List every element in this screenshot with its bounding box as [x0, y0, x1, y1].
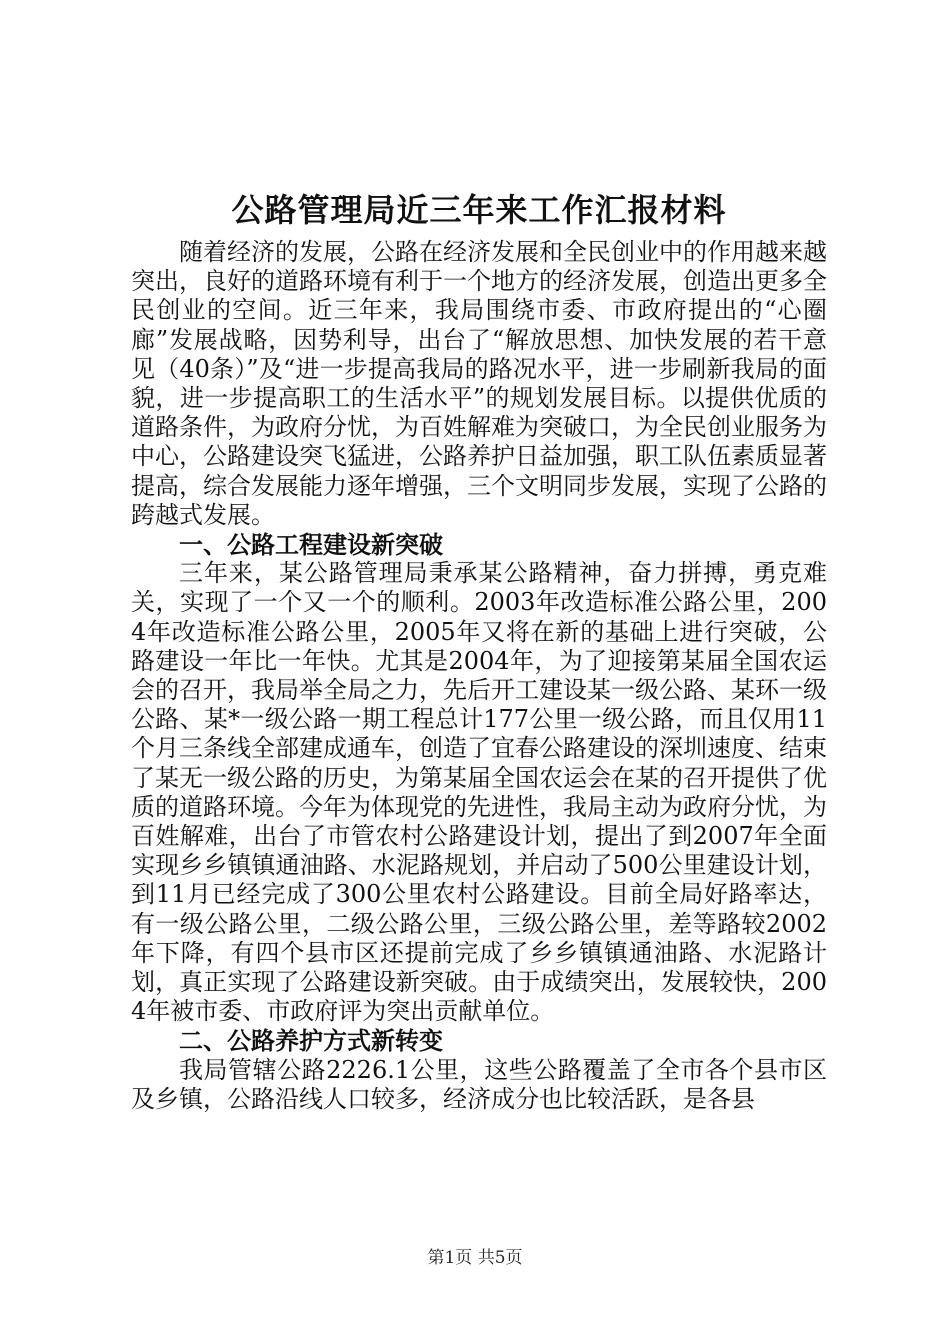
page-footer: 第1页 共5页 — [427, 1248, 523, 1268]
document-title: 公路管理局近三年来工作汇报材料 — [231, 191, 727, 229]
section-heading-1: 一、公路工程建设新突破 — [179, 530, 443, 560]
section-2-paragraph: 我局管辖公路2226.1公里，这些公路覆盖了全市各个县市区及乡镇，公路沿线人口较多，经济成分也比较活跃，是各县 — [131, 1055, 827, 1113]
section-1-paragraph: 三年来，某公路管理局秉承某公路精神，奋力拼搏，勇克难关，实现了一个又一个的顺利。2003年改造标准公路公里，2004年改造标准公路公里，2005年又将在新的基础上进行突破，公路建设一年比一年快。尤其是2004年，为了迎接第某届全国农运会的召开，我局举全局之力，先后开工建设某一级公路、某环一级公路、某*一级公路一期工程总计177公里一级公路，而且仅用11个月三条线全部建成通车，创造了宜春公路建设的深圳速度、结束了某无一级公路的历史，为第某届全国农运会在某的召开提供了优质的道路环境。今年为体现党的先进性，我局主动为政府分忧，为百姓解难，出台了市管农村公路建设计划，提出了到2007年全面实现乡乡镇镇通油路、水泥路规划，并启动了500公里建设计划，到11月已经完成了300公里农村公路建设。目前全局好路率达，有一级公路公里，二级公路公里，三级公路公里，差等路较2002年下降，有四个县市区还提前完成了乡乡镇镇通油路、水泥路计划，真正实现了公路建设新突破。由于成绩突出，发展较快，2004年被市委、市政府评为突出贡献单位。 — [131, 559, 827, 1026]
section-heading-2: 二、公路养护方式新转变 — [179, 1026, 443, 1056]
intro-paragraph: 随着经济的发展，公路在经济发展和全民创业中的作用越来越突出，良好的道路环境有利于一个地方的经济发展，创造出更多全民创业的空间。近三年来，我局围绕市委、市政府提出的“心圈廊”发展战略，因势利导，出台了“解放思想、加快发展的若干意见（40条）”及“进一步提高我局的路况水平，进一步刷新我局的面貌，进一步提高职工的生活水平”的规划发展目标。以提供优质的道路条件，为政府分忧，为百姓解难为突破口，为全民创业服务为中心，公路建设突飞猛进，公路养护日益加强，职工队伍素质显著提高，综合发展能力逐年增强，三个文明同步发展，实现了公路的跨越式发展。 — [131, 238, 827, 529]
document-body — [131, 186, 827, 1114]
